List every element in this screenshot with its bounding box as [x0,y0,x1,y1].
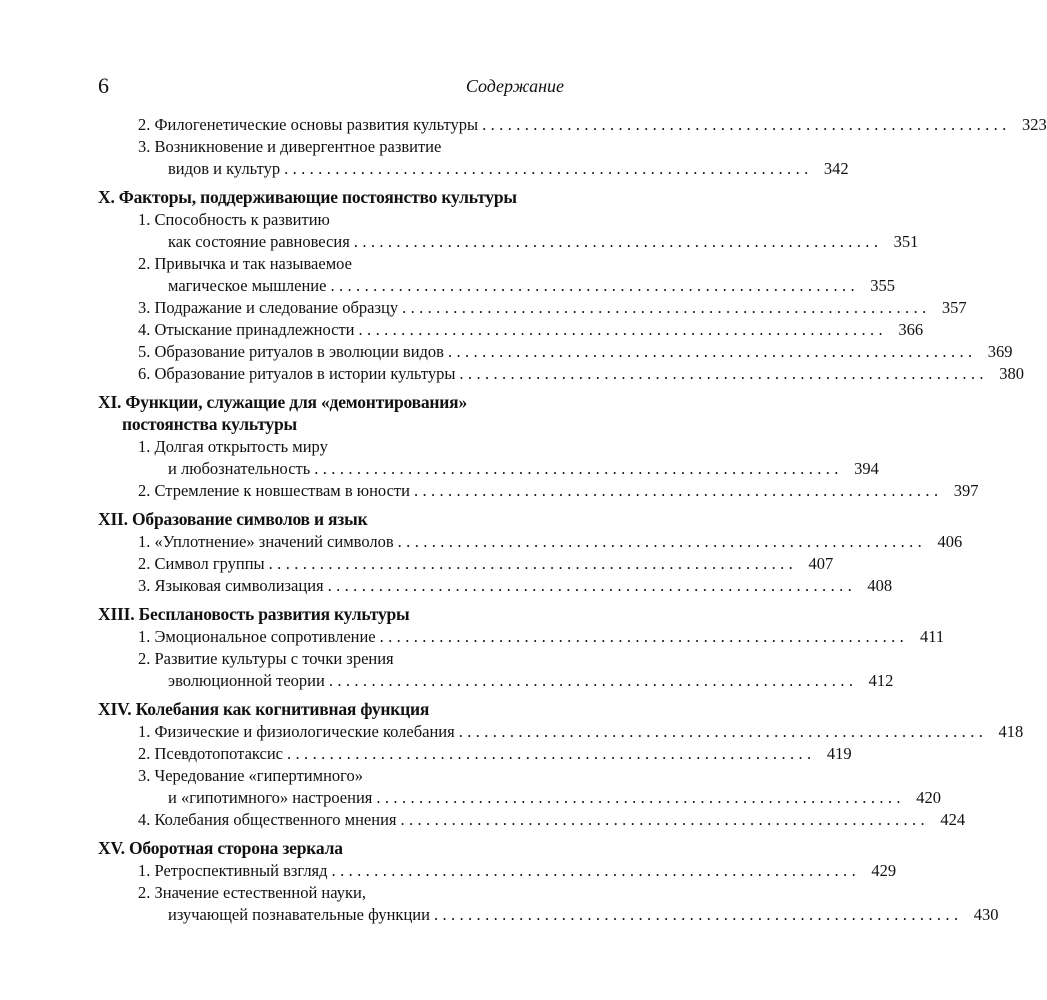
toc-section-x [98,186,1024,385]
page-number: 6 [98,73,109,98]
toc-entry-label: 2. Символ группы [138,554,265,573]
toc-entry[interactable] [98,575,893,597]
leader-dots: .............................................................. [400,810,930,829]
leader-dots: .............................................................. [314,459,843,478]
toc-entry-label: 3. Подражание и следование образцу [138,298,399,317]
toc-section-xiii [98,603,945,692]
toc-entry-label: 2. Филогенетические основы развития культуры [138,115,479,134]
toc-entry-page: 408 [867,576,893,595]
toc-entry-page: 411 [920,627,945,646]
toc-entry[interactable] [98,553,834,575]
toc-section-xiv [98,698,1024,831]
toc-entry-label: как состояние равновесия [168,232,350,251]
toc-entry[interactable] [98,765,941,809]
toc-entry-page: 394 [854,459,879,478]
section-title[interactable]: XV. Оборотная сторона зеркала [98,838,343,858]
toc-entry-label: магическое мышление [168,276,327,295]
toc-entry[interactable] [98,882,999,926]
toc-entry[interactable] [98,648,894,692]
toc-entry-label-first: 2. Значение естественной науки, [138,883,366,902]
leader-dots: .............................................................. [284,159,813,178]
toc-section-xi [98,391,979,502]
toc-continuation [98,114,1047,180]
toc-entry-label: 3. Языковая символизация [138,576,324,595]
toc-entry-page: 342 [823,159,849,178]
leader-dots: .............................................................. [433,905,963,924]
toc-entry-page: 357 [941,298,967,317]
toc-entry-label: видов и культур [168,159,281,178]
toc-entry[interactable] [98,860,897,882]
running-head: Содержание [465,76,564,96]
toc-entry[interactable] [98,319,924,341]
toc-entry-page: 419 [826,744,852,763]
toc-entry-label: 1. «Уплотнение» значений символов [138,532,394,551]
toc-section-xv [98,837,999,926]
toc-entry[interactable] [98,531,963,553]
toc-entry-page: 355 [870,276,896,295]
leader-dots: .............................................................. [413,481,943,500]
toc-section-xii [98,508,963,597]
toc-entry-label: 1. Ретроспективный взгляд [138,861,328,880]
toc-entry-page: 380 [999,364,1024,383]
toc-entry-page: 369 [987,342,1013,361]
toc-entry-label: 1. Эмоциональное сопротивление [138,627,376,646]
toc-entry[interactable] [98,626,945,648]
leader-dots: .............................................................. [397,532,927,551]
toc-entry-label: 6. Образование ритуалов в истории культуры [138,364,456,383]
toc-entry-label-first: 3. Возникновение и дивергентное развитие [138,137,442,156]
toc-entry-label: и любознательность [168,459,311,478]
toc-entry[interactable] [98,253,896,297]
toc-entry-page: 429 [871,861,897,880]
toc-entry-page: 420 [916,788,941,807]
toc-entry-label: 1. Физические и физиологические колебания [138,722,455,741]
section-title[interactable]: XIII. Бесплановость развития культуры [98,604,410,624]
toc-entry-page: 323 [1021,115,1047,134]
toc-entry-label-first: 1. Способность к развитию [138,210,330,229]
toc-entry-page: 406 [937,532,963,551]
section-title[interactable]: X. Факторы, поддерживающие постоянство культуры [98,187,517,207]
toc-entry-page: 418 [998,722,1024,741]
section-title[interactable]: XIV. Колебания как когнитивная функция [98,699,430,719]
toc-entry-page: 412 [868,671,894,690]
toc-entry[interactable] [98,743,852,765]
leader-dots: .............................................................. [376,788,905,807]
toc-entry-label-first: 2. Развитие культуры с точки зрения [138,649,394,668]
toc-entry-label: 2. Псевдотопотаксис [138,744,283,763]
toc-entry-label: 4. Колебания общественного мнения [138,810,397,829]
toc-entry-label: эволюционной теории [168,671,325,690]
toc-entry-label: 5. Образование ритуалов в эволюции видов [138,342,444,361]
section-title-line2: постоянства культуры [122,414,297,434]
toc-entry-page: 430 [973,905,999,924]
toc-entry-label: 2. Стремление к новшествам в юности [138,481,410,500]
toc-entry[interactable] [98,809,966,831]
toc-entry-label: 4. Отыскание принадлежности [138,320,355,339]
toc-entry[interactable] [98,436,879,480]
leader-dots: .............................................................. [353,232,883,251]
toc-entry[interactable] [98,209,919,253]
leader-dots: .............................................................. [458,722,988,741]
leader-dots: .............................................................. [331,861,861,880]
toc-entry[interactable] [98,136,849,180]
leader-dots: .............................................................. [482,115,1011,134]
toc-entry[interactable] [98,297,967,319]
leader-dots: .............................................................. [402,298,931,317]
toc-entry[interactable] [98,721,1024,743]
toc-entry[interactable] [98,363,1024,385]
toc-entry-page: 397 [953,481,979,500]
leader-dots: .............................................................. [328,671,858,690]
leader-dots: .............................................................. [268,554,798,573]
leader-dots: .............................................................. [459,364,988,383]
toc-entry[interactable] [98,480,979,502]
toc-entry-page: 366 [898,320,924,339]
toc-entry-page: 424 [940,810,966,829]
toc-entry[interactable] [98,114,1047,136]
toc-entry-label: изучающей познавательные функции [168,905,430,924]
toc-entry[interactable] [98,341,1013,363]
leader-dots: .............................................................. [287,744,816,763]
toc-entry-label-first: 1. Долгая открытость миру [138,437,328,456]
table-of-contents [98,114,1047,932]
leader-dots: .............................................................. [447,342,977,361]
toc-entry-label: и «гипотимного» настроения [168,788,373,807]
leader-dots: .............................................................. [379,627,909,646]
section-title-line1: XI. Функции, служащие для «демонтирования» [98,392,468,412]
leader-dots: .............................................................. [358,320,888,339]
toc-entry-page: 407 [808,554,834,573]
leader-dots: .............................................................. [330,276,860,295]
toc-entry-label-first: 3. Чередование «гипертимного» [138,766,364,785]
toc-entry-page: 351 [893,232,919,251]
section-title[interactable]: XII. Образование символов и язык [98,509,368,529]
section-title[interactable] [98,391,564,436]
leader-dots: .............................................................. [327,576,857,595]
toc-entry-label-first: 2. Привычка и так называемое [138,254,352,273]
